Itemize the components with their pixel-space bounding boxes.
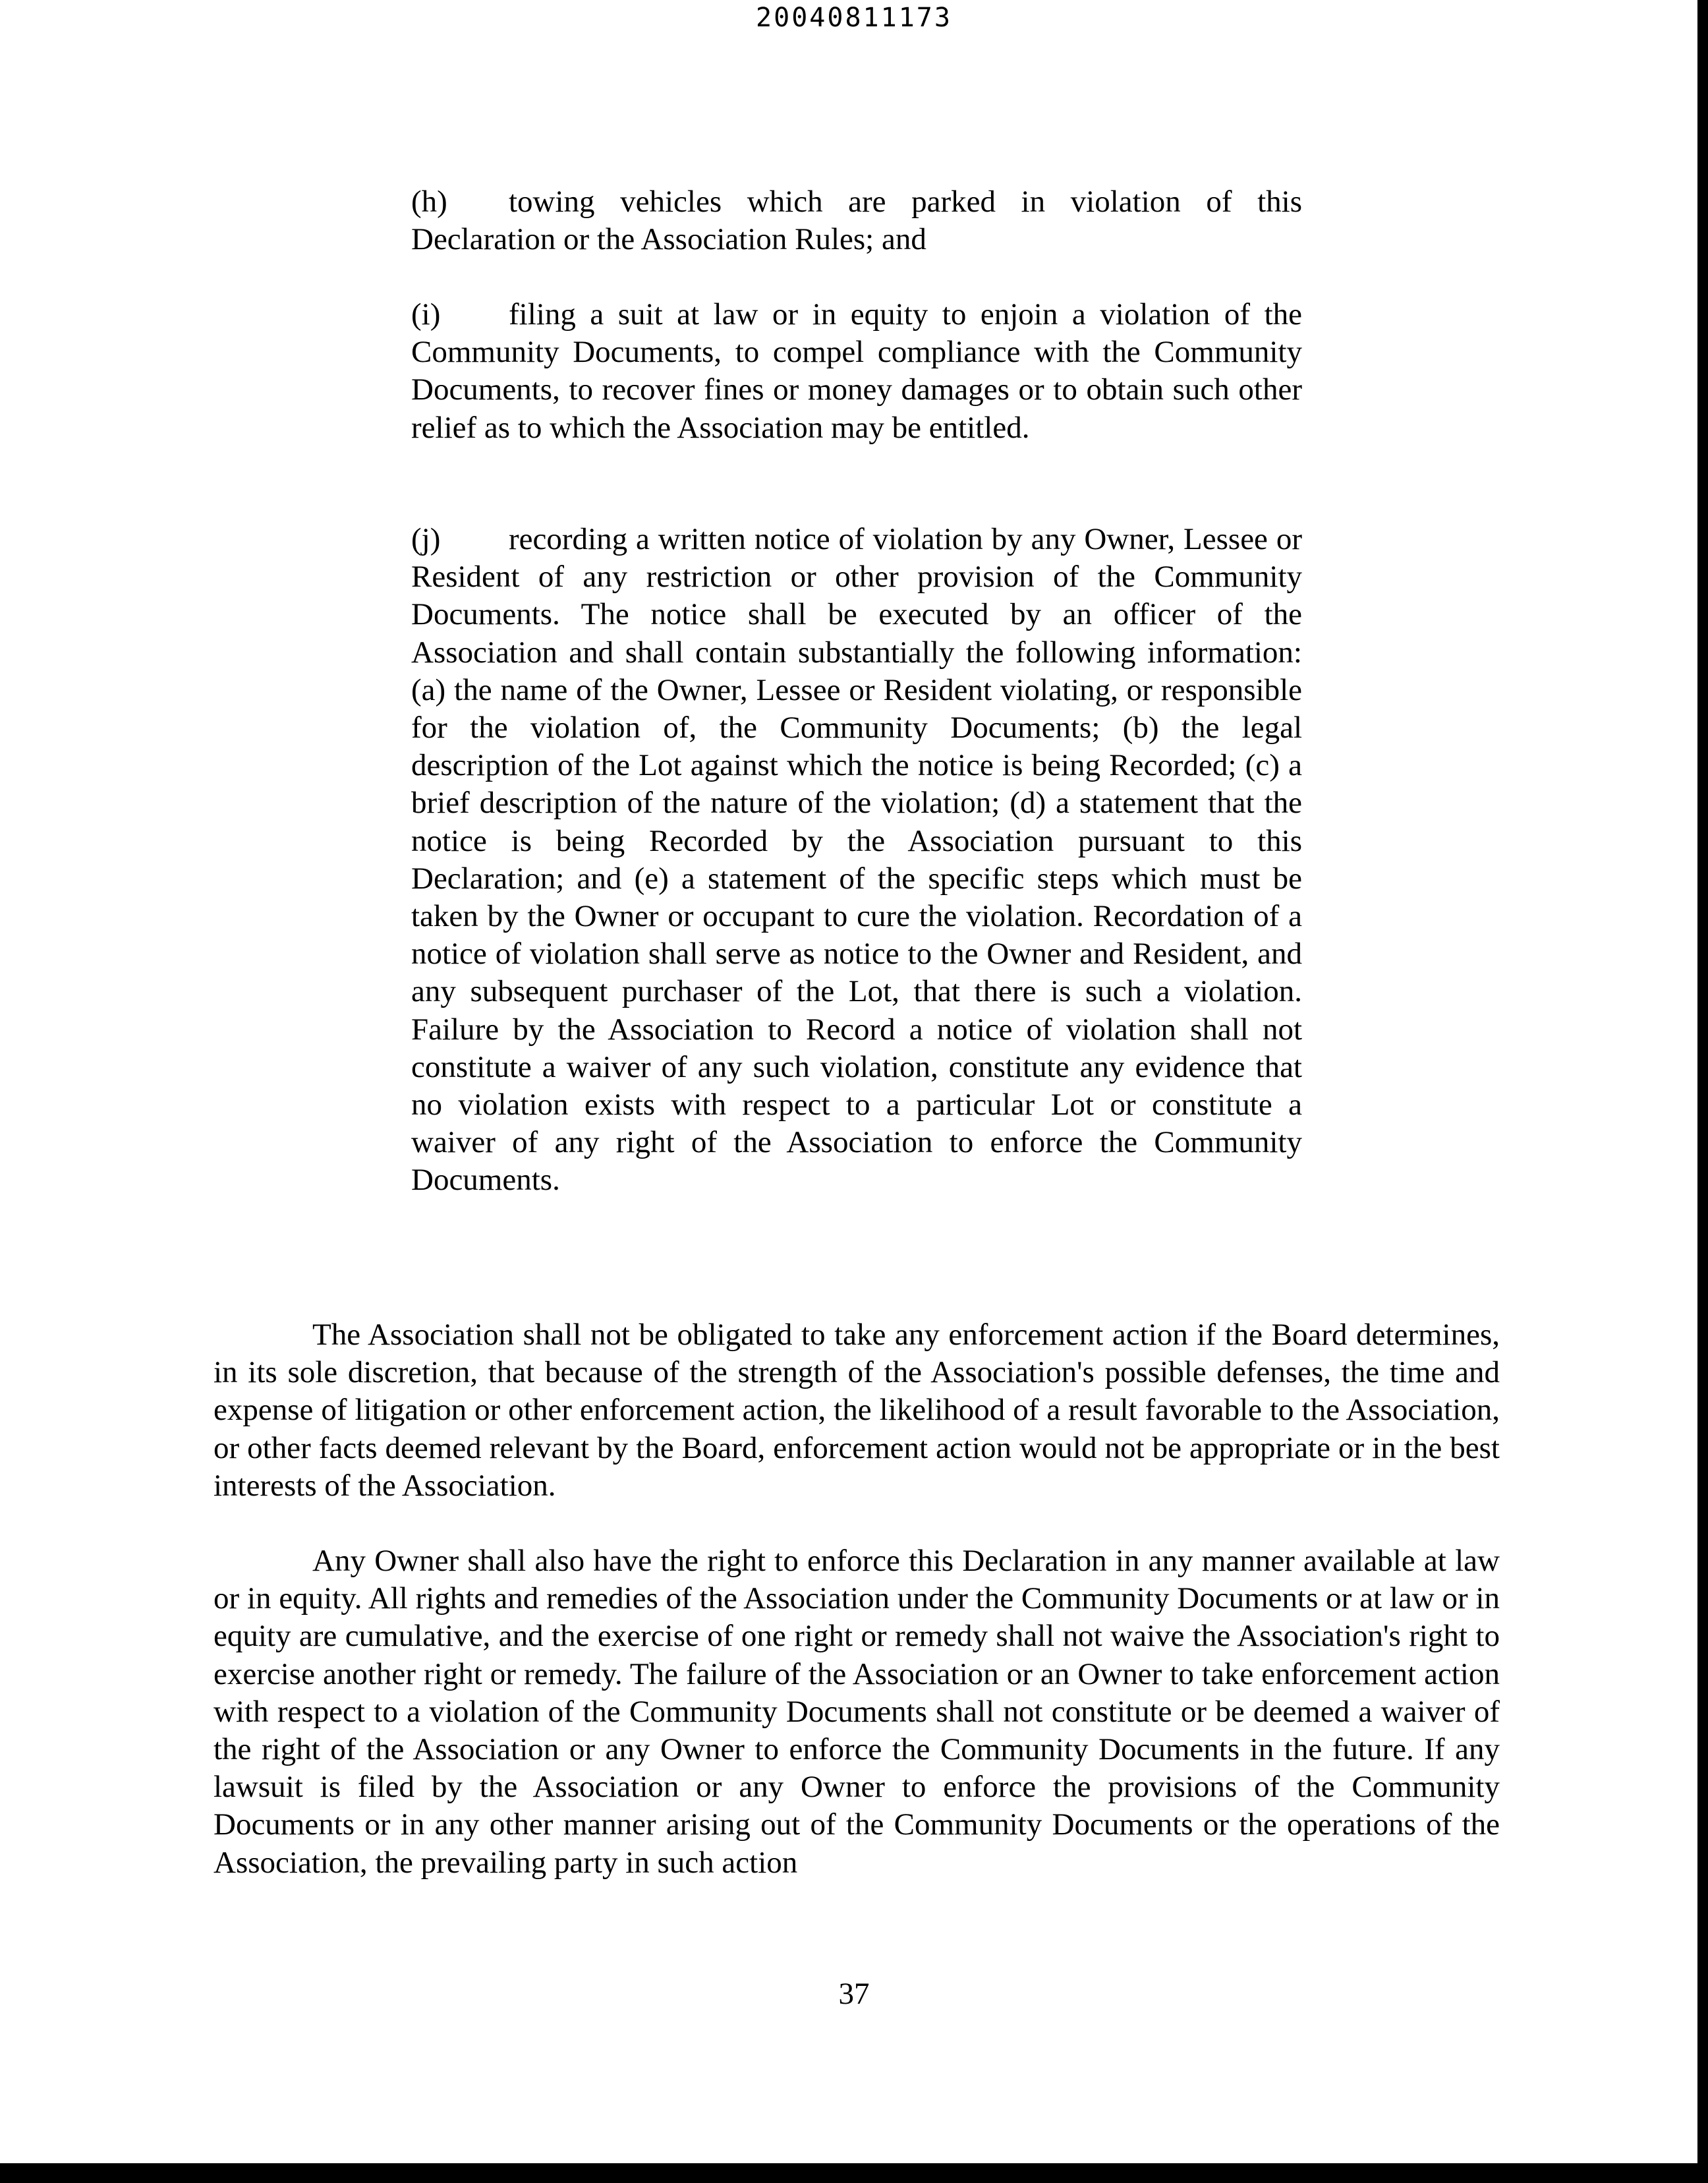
list-item-marker: (h) <box>411 185 447 219</box>
list-item-marker: (i) <box>411 297 441 332</box>
scan-border-bottom <box>0 2163 1708 2183</box>
list-item-text: filing a suit at law or in equity to enjoin a violation of the Community Documents, to compel compliance with the Community Documents, to recover fines or money damages or to obtain such other relief as to which the Association may be entitled. <box>411 297 1302 445</box>
page-number: 37 <box>838 1977 870 2011</box>
scan-border-right <box>1697 0 1708 2183</box>
list-item-j <box>411 521 1302 1200</box>
paragraph-owner-enforcement: Any Owner shall also have the right to enforce this Declaration in any manner available at law or in equity. All rights and remedies of the Association under the Community Documents or at law or in equity are cumulative, and the exercise of one right or remedy shall not waive the Association's right to exercise another right or remedy. The failure of the Association or an Owner to take enforcement action with respect to a violation of the Community Documents shall not constitute or be deemed a waiver of the right of the Association or any Owner to enforce the Community Documents in the future. If any lawsuit is filed by the Association or any Owner to enforce the provisions of the Community Documents or in any other manner arising out of the Community Documents or the operations of the Association, the prevailing party in such action <box>214 1544 1500 1880</box>
list-item-text: recording a written notice of violation by any Owner, Lessee or Resident of any restriction or other provision of the Community Documents. The notice shall be executed by an officer of the Association and shall contain substantially the following information: (a) the name of the Owner, Lessee or Resident violating, or responsible for the violation of, the Community Documents; (b) the legal description of the Lot against which the notice is being Recorded; (c) a brief description of the nature of the violation; (d) a statement that the notice is being Recorded by the Association pursuant to this Declaration; and (e) a statement of the specific steps which must be taken by the Owner or occupant to cure the violation. Recordation of a notice of violation shall serve as notice to the Owner and Resident, and any subsequent purchaser of the Lot, that there is such a violation. Failure by the Association to Record a notice of violation shall not constitute a waiver of any such violation, constitute any evidence that no violation exists with respect to a particular Lot or constitute a waiver of any right of the Association to enforce the Community Documents. <box>411 522 1302 1198</box>
list-item-marker: (j) <box>411 522 441 556</box>
list-item-text: towing vehicles which are parked in violation of this Declaration or the Association Rules; and <box>411 185 1302 257</box>
list-item-i <box>411 296 1302 447</box>
paragraph-enforcement-discretion: The Association shall not be obligated to take any enforcement action if the Board determines, in its sole discretion, that because of the strength of the Association's possible defenses, the time and expense of litigation or other enforcement action, the likelihood of a result favorable to the Association, or other facts deemed relevant by the Board, enforcement action would not be appropriate or in the best interests of the Association. <box>214 1318 1500 1503</box>
document-number: 20040811173 <box>756 3 952 33</box>
list-item-h <box>411 183 1302 258</box>
